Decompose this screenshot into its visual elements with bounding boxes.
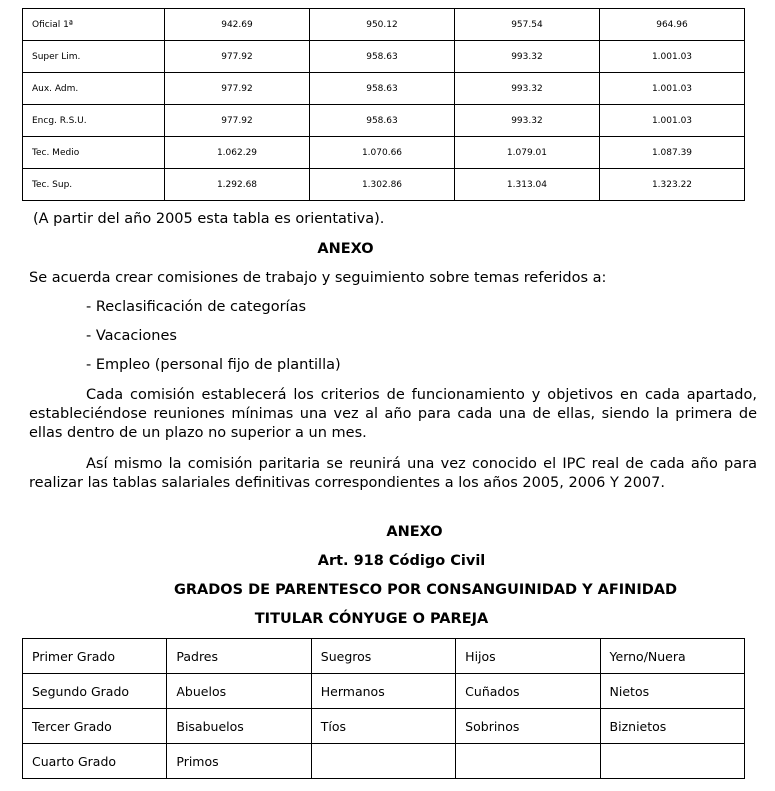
value-cell: 950.12	[309, 9, 454, 41]
table-row	[23, 73, 745, 105]
table-row	[23, 105, 745, 137]
category-cell: Tec. Sup.	[23, 169, 165, 201]
value-cell: 977.92	[165, 41, 310, 73]
relative-cell: Padres	[167, 639, 311, 674]
kinship-title: GRADOS DE PARENTESCO POR CONSANGUINIDAD Y AFINIDAD	[173, 582, 678, 598]
table-row	[23, 639, 745, 674]
relative-cell: Suegros	[311, 639, 455, 674]
relative-cell: Primos	[167, 744, 311, 779]
annex-paragraph: Cada comisión establecerá los criterios de funcionamiento y objetivos en cada apartado, estableciéndose reuniones mínimas una vez al año para cada una de ellas, siendo la primera de ellas dentro de un plazo no superior a un mes.	[29, 387, 757, 441]
relative-cell: Nietos	[600, 674, 744, 709]
category-cell: Encg. R.S.U.	[23, 105, 165, 137]
relative-cell: Hijos	[456, 639, 600, 674]
relative-cell: Yerno/Nuera	[600, 639, 744, 674]
table-row	[23, 674, 745, 709]
value-cell: 957.54	[454, 9, 599, 41]
table-note: (A partir del año 2005 esta tabla es orientativa).	[33, 211, 385, 227]
value-cell: 964.96	[599, 9, 744, 41]
value-cell: 977.92	[165, 105, 310, 137]
table-row	[23, 169, 745, 201]
list-item: - Empleo (personal fijo de plantilla)	[86, 357, 341, 373]
relative-cell: Biznietos	[600, 709, 744, 744]
annex-paragraph: Así mismo la comisión paritaria se reunirá una vez conocido el IPC real de cada año para realizar las tablas salariales definitivas correspondientes a los años 2005, 2006 Y 2007.	[29, 456, 757, 491]
table-row	[23, 137, 745, 169]
degree-cell: Primer Grado	[23, 639, 167, 674]
value-cell: 958.63	[309, 73, 454, 105]
relative-cell: Sobrinos	[456, 709, 600, 744]
value-cell: 958.63	[309, 105, 454, 137]
value-cell: 1.087.39	[599, 137, 744, 169]
degree-cell: Segundo Grado	[23, 674, 167, 709]
relative-cell: Cuñados	[456, 674, 600, 709]
value-cell: 977.92	[165, 73, 310, 105]
annex-heading: ANEXO	[317, 241, 374, 257]
relative-cell	[600, 744, 744, 779]
category-cell: Aux. Adm.	[23, 73, 165, 105]
kinship-table	[22, 638, 745, 779]
value-cell: 1.313.04	[454, 169, 599, 201]
value-cell: 1.302.86	[309, 169, 454, 201]
relative-cell: Abuelos	[167, 674, 311, 709]
value-cell: 1.001.03	[599, 73, 744, 105]
value-cell: 1.079.01	[454, 137, 599, 169]
value-cell: 1.001.03	[599, 41, 744, 73]
list-item: - Reclasificación de categorías	[86, 299, 307, 315]
list-item: - Vacaciones	[86, 328, 177, 344]
value-cell: 1.292.68	[165, 169, 310, 201]
relative-cell: Bisabuelos	[167, 709, 311, 744]
value-cell: 942.69	[165, 9, 310, 41]
value-cell: 1.070.66	[309, 137, 454, 169]
article-title: Art. 918 Código Civil	[317, 553, 486, 569]
relative-cell	[456, 744, 600, 779]
category-cell: Oficial 1ª	[23, 9, 165, 41]
category-cell: Tec. Medio	[23, 137, 165, 169]
annex-intro: Se acuerda crear comisiones de trabajo y seguimiento sobre temas referidos a:	[29, 270, 607, 286]
degree-cell: Cuarto Grado	[23, 744, 167, 779]
annex-heading: ANEXO	[386, 524, 443, 540]
table-row	[23, 41, 745, 73]
salary-table	[22, 8, 745, 201]
value-cell: 958.63	[309, 41, 454, 73]
value-cell: 993.32	[454, 105, 599, 137]
kinship-subtitle: TITULAR CÓNYUGE O PAREJA	[254, 611, 489, 627]
value-cell: 993.32	[454, 41, 599, 73]
value-cell: 993.32	[454, 73, 599, 105]
degree-cell: Tercer Grado	[23, 709, 167, 744]
value-cell: 1.062.29	[165, 137, 310, 169]
table-row	[23, 744, 745, 779]
value-cell: 1.001.03	[599, 105, 744, 137]
relative-cell: Tíos	[311, 709, 455, 744]
value-cell: 1.323.22	[599, 169, 744, 201]
relative-cell	[311, 744, 455, 779]
table-row	[23, 709, 745, 744]
relative-cell: Hermanos	[311, 674, 455, 709]
table-row	[23, 9, 745, 41]
category-cell: Super Lim.	[23, 41, 165, 73]
